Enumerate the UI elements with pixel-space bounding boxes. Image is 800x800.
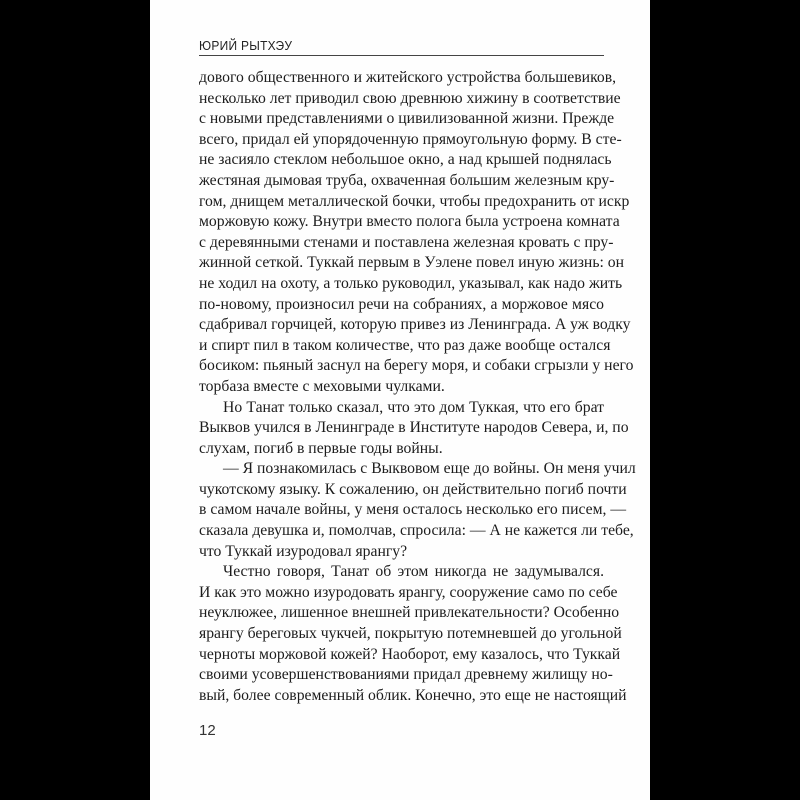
text-line: Честно говоря, Танат об этом никогда не задумывался. — [223, 563, 604, 581]
text-line: жестяная дымовая труба, охваченная большим железным кру- — [199, 171, 615, 189]
text-line: своими усовершенствованиями придал древнему жилищу но- — [199, 666, 613, 684]
text-line: сказала девушка и, помолчав, спросила: — А не кажется ли тебе, — [199, 522, 634, 540]
text-line: торбаза вместе с меховыми чулками. — [199, 377, 445, 395]
text-line: Но Танат только сказал, что это дом Туккая, что его брат — [223, 398, 604, 416]
text-line: с новыми представлениями о цивилизованной жизни. Прежде — [199, 110, 615, 128]
text-line: не засияло стеклом небольшое окно, а над крышей поднялась — [199, 151, 612, 169]
text-line: — Я познакомилась с Выквовом еще до войны. Он меня учил — [223, 460, 636, 478]
text-line: дового общественного и житейского устройства большевиков, — [199, 69, 617, 86]
text-line: несколько лет приводил свою древнюю хижину в соответствие — [199, 89, 621, 107]
text-line: с деревянными стенами и поставлена железная кровать с пру- — [199, 233, 614, 251]
text-line: неуклюжее, лишенное внешней привлекательности? Особенно — [199, 604, 620, 622]
running-head-author: ЮРИЙ РЫТХЭУ — [199, 38, 293, 53]
text-line: Выквов учился в Ленинграде в Институте народов Севера, и, по — [199, 419, 629, 437]
header-rule — [199, 55, 604, 56]
text-line: чукотскому языку. К сожалению, он действительно погиб почти — [199, 480, 627, 498]
text-line: черноты моржовой кожей? Наоборот, ему казалось, что Туккай — [199, 645, 621, 663]
text-line: И как это можно изуродовать ярангу, сооружение само по себе — [199, 583, 618, 601]
book-page — [150, 0, 650, 800]
page-number: 12 — [199, 722, 216, 739]
text-line: жинной сеткой. Туккай первым в Уэлене повел иную жизнь: он — [199, 254, 624, 272]
text-line: слухам, погиб в первые годы войны. — [199, 439, 443, 457]
text-line: не ходил на охоту, а только руководил, указывал, как надо жить — [199, 274, 623, 292]
text-line: и спирт пил в таком количестве, что раз даже вообще остался — [199, 336, 611, 354]
text-line: моржовую кожу. Внутри вместо полога была устроена комната — [199, 213, 620, 231]
text-line: босиком: пьяный заснул на берегу моря, и собаки сгрызли у него — [199, 357, 634, 375]
text-line: по-новому, произносил речи на собраниях, а моржовое мясо — [199, 295, 604, 313]
text-line: ярангу береговых чукчей, покрытую потемневшей до угольной — [199, 625, 622, 643]
body-text — [199, 68, 636, 706]
text-line: в самом начале войны, у меня осталось несколько его писем, — — [199, 501, 627, 519]
text-line: что Туккай изуродовал ярангу? — [199, 542, 408, 560]
text-line: вый, более современный облик. Конечно, это еще не настоящий — [199, 686, 627, 704]
text-line: гом, днищем металлической бочки, чтобы предохранить от искр — [199, 192, 630, 210]
text-line: сдабривал горчицей, которую привез из Ленинграда. А уж водку — [199, 316, 631, 334]
text-line: всего, придал ей упорядоченную прямоугольную форму. В сте- — [199, 130, 622, 148]
